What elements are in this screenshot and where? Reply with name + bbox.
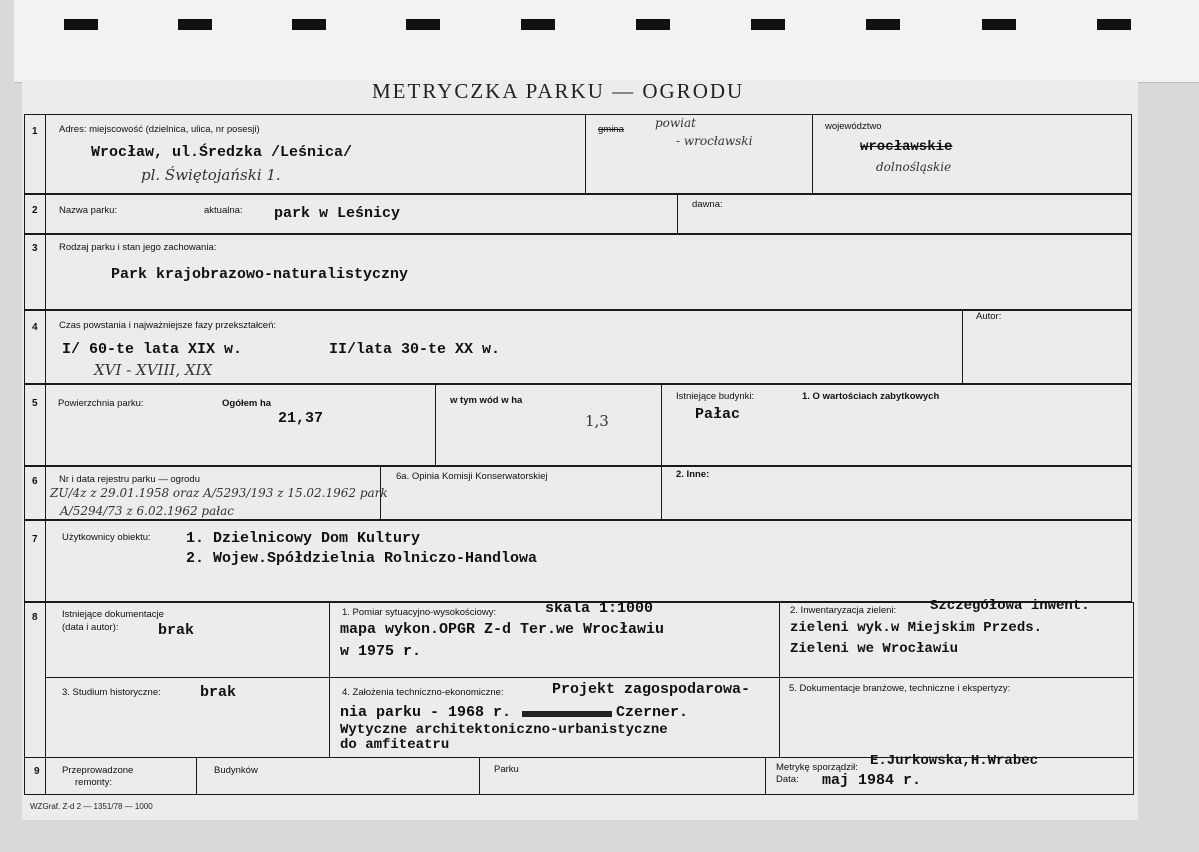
punch-mark bbox=[521, 19, 555, 30]
docs-label: Istniejące dokumentacje bbox=[62, 609, 164, 620]
phase-2: II/lata 30-te XX w. bbox=[329, 341, 501, 358]
user-2: 2. Wojew.Spółdzielnia Rolniczo-Handlowa bbox=[186, 550, 538, 567]
row-number: 5 bbox=[32, 398, 38, 409]
tech-line-3: Wytyczne architektoniczno-urbanistyczne bbox=[340, 722, 668, 738]
register-label: Nr i data rejestru parku — ogrodu bbox=[59, 474, 200, 485]
survey-line-1: skala 1:1000 bbox=[545, 600, 654, 617]
survey-line-2: mapa wykon.OPGR Z-d Ter.we Wrocławiu bbox=[340, 621, 665, 638]
tech-line-2b: Czerner. bbox=[616, 704, 689, 721]
row-number-cell bbox=[24, 602, 46, 758]
tech-line-4: do amfiteatru bbox=[340, 737, 450, 753]
phases-label: Czas powstania i najważniejsze fazy przekształceń: bbox=[59, 320, 277, 331]
area-cell bbox=[45, 384, 436, 466]
study-label: 3. Studium historyczne: bbox=[62, 687, 161, 698]
tech-line-2: nia parku - 1968 r. bbox=[340, 704, 512, 721]
inventory-label: 2. Inwentaryzacja zieleni: bbox=[790, 605, 897, 616]
branch-label: 5. Dokumentacje branżowe, techniczne i ekspertyzy: bbox=[789, 683, 1011, 694]
park-name-label: Nazwa parku: bbox=[59, 205, 118, 216]
tech-label: 4. Założenia techniczno-ekonomiczne: bbox=[342, 687, 504, 698]
other-label: 2. Inne: bbox=[676, 469, 710, 480]
users-label: Użytkownicy obiektu: bbox=[62, 532, 151, 543]
punch-mark bbox=[751, 19, 785, 30]
date-label: Data: bbox=[776, 774, 799, 785]
row-number: 1 bbox=[32, 126, 38, 137]
row-number-cell bbox=[24, 384, 46, 466]
voivodeship-handwritten: dolnośląskie bbox=[876, 160, 952, 174]
punch-mark bbox=[406, 19, 440, 30]
form-title: METRYCZKA PARKU — OGRODU bbox=[372, 79, 745, 103]
top-strip bbox=[14, 0, 1199, 83]
current-name-value: park w Leśnicy bbox=[274, 205, 401, 222]
voivodeship-label: województwo bbox=[825, 121, 882, 132]
repairs-label-2: remonty: bbox=[75, 777, 112, 788]
redaction-bar bbox=[522, 711, 612, 717]
punch-mark bbox=[866, 19, 900, 30]
water-value: 1,3 bbox=[585, 412, 609, 430]
park-type-value: Park krajobrazowo-naturalistyczny bbox=[111, 266, 409, 283]
other-cell bbox=[661, 466, 1132, 520]
prepared-by-value: E.Jurkowska,H.Wrabec bbox=[870, 753, 1039, 769]
register-handwritten-2: A/5294/73 z 6.02.1962 pałac bbox=[60, 504, 234, 518]
survey-label: 1. Pomiar sytuacyjno-wysokościowy: bbox=[342, 607, 497, 618]
buildings-value: Pałac bbox=[695, 406, 741, 423]
punch-mark bbox=[178, 19, 212, 30]
print-footer: WZGraf. Z-d 2 — 1351/78 — 1000 bbox=[30, 802, 153, 811]
phase-1: I/ 60-te lata XIX w. bbox=[62, 341, 243, 358]
repairs-buildings-cell bbox=[196, 757, 480, 795]
total-area-value: 21,37 bbox=[278, 410, 324, 427]
repairs-buildings-label: Budynków bbox=[214, 765, 258, 776]
row-number: 3 bbox=[32, 243, 38, 254]
row-number: 6 bbox=[32, 476, 38, 487]
docs-label-2: (data i autor): bbox=[62, 622, 119, 633]
punch-mark bbox=[1097, 19, 1131, 30]
survey-line-3: w 1975 r. bbox=[340, 643, 422, 660]
tech-line-1: Projekt zagospodarowa- bbox=[552, 681, 751, 698]
punch-mark bbox=[64, 19, 98, 30]
water-label: w tym wód w ha bbox=[450, 395, 523, 406]
powiat-value-handwritten: - wrocławski bbox=[676, 134, 753, 148]
address-label: Adres: miejscowość (dzielnica, ulica, nr posesji) bbox=[59, 124, 260, 135]
address-value: Wrocław, ul.Średzka /Leśnica/ bbox=[91, 144, 353, 161]
repairs-park-cell bbox=[479, 757, 766, 795]
park-type-label: Rodzaj parku i stan jego zachowania: bbox=[59, 242, 217, 253]
inventory-line-1: Szczegółowa inwent. bbox=[930, 598, 1090, 614]
study-value: brak bbox=[200, 684, 237, 701]
opinion-label: 6a. Opinia Komisji Konserwatorskiej bbox=[396, 471, 548, 482]
repairs-park-label: Parku bbox=[494, 764, 519, 775]
row-number: 4 bbox=[32, 322, 38, 333]
row-number: 9 bbox=[34, 766, 40, 777]
area-label: Powierzchnia parku: bbox=[58, 398, 144, 409]
user-1: 1. Dzielnicowy Dom Kultury bbox=[186, 530, 421, 547]
row-number: 7 bbox=[32, 534, 38, 545]
former-name-cell bbox=[677, 194, 1132, 234]
punch-mark bbox=[982, 19, 1016, 30]
phases-handwritten: XVI - XVIII, XIX bbox=[94, 361, 213, 379]
row-number-cell bbox=[24, 466, 46, 520]
powiat-handwritten: powiat bbox=[655, 116, 696, 130]
voivodeship-value: wrocławskie bbox=[860, 139, 953, 155]
prepared-by-label: Metrykę sporządził: bbox=[776, 762, 858, 773]
heritage-label: 1. O wartościach zabytkowych bbox=[802, 391, 940, 402]
register-handwritten-1: ZU/4z z 29.01.1958 oraz A/5293/193 z 15.02.1962 park bbox=[50, 486, 388, 500]
inventory-line-3: Zieleni we Wrocławiu bbox=[790, 641, 959, 657]
punch-mark bbox=[636, 19, 670, 30]
inventory-line-2: zieleni wyk.w Miejskim Przeds. bbox=[790, 620, 1043, 636]
row-number-cell bbox=[24, 520, 46, 602]
total-area-label: Ogółem ha bbox=[222, 398, 272, 409]
repairs-label: Przeprowadzone bbox=[62, 765, 134, 776]
row-number: 2 bbox=[32, 205, 38, 216]
former-name-label: dawna: bbox=[692, 199, 723, 210]
buildings-label: Istniejące budynki: bbox=[676, 391, 755, 402]
gmina-label: gmina bbox=[598, 124, 624, 135]
address-handwritten: pl. Świętojański 1. bbox=[141, 166, 281, 184]
docs-value: brak bbox=[158, 622, 195, 639]
current-name-label: aktualna: bbox=[204, 205, 243, 216]
date-value: maj 1984 r. bbox=[822, 772, 922, 789]
punch-mark bbox=[292, 19, 326, 30]
repairs-cell bbox=[45, 757, 197, 795]
row-number: 8 bbox=[32, 612, 38, 623]
author-label: Autor: bbox=[976, 311, 1002, 322]
